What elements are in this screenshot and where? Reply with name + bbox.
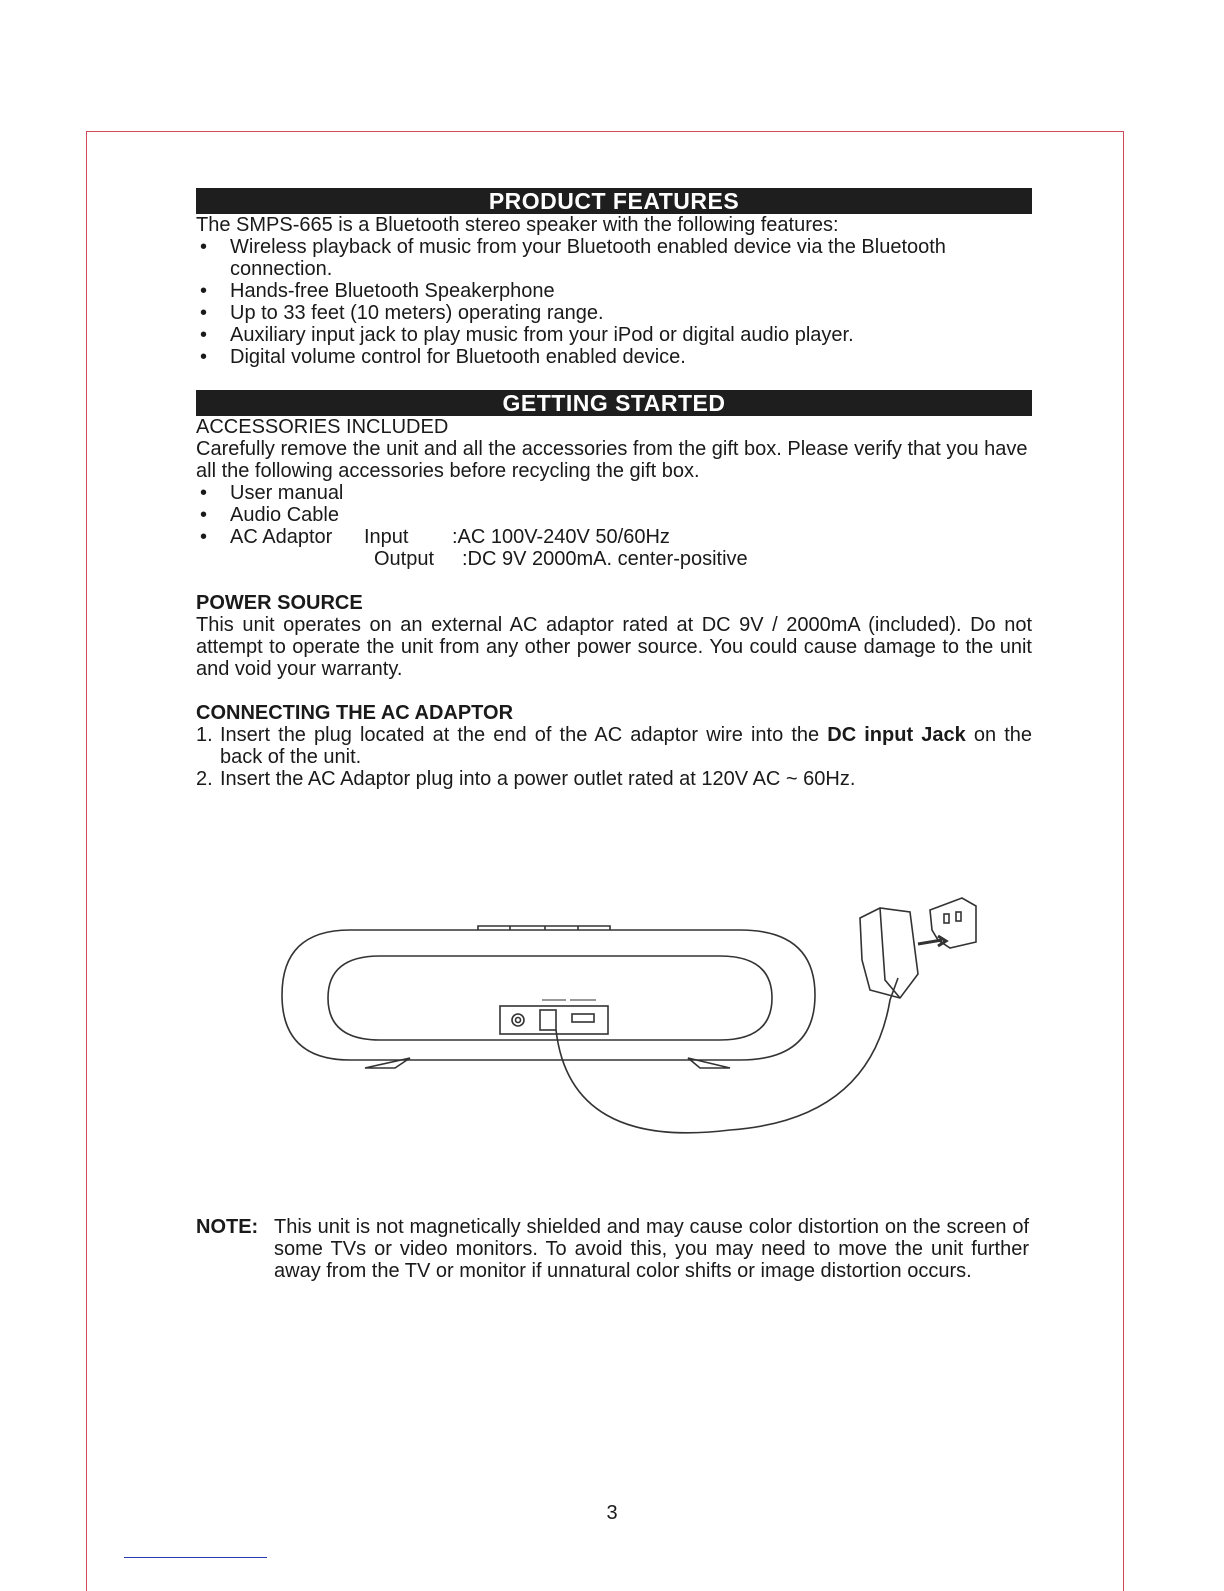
dc-input-jack-term: DC input Jack	[827, 724, 966, 746]
note-block	[196, 1216, 1029, 1282]
power-source-title: POWER SOURCE	[196, 592, 363, 614]
accessories-list	[196, 482, 1032, 548]
list-item: 2. Insert the AC Adaptor plug into a power outlet rated at 120V AC ~ 60Hz.	[196, 768, 856, 790]
output-spec-row	[196, 548, 1032, 570]
output-label: Output	[374, 548, 435, 570]
note-label: NOTE:	[196, 1216, 259, 1238]
aux-jack	[540, 1010, 556, 1030]
list-item: • Auxiliary input jack to play music from your iPod or digital audio player.	[200, 324, 854, 346]
speaker-rear-panel	[328, 956, 772, 1040]
page-number: 3	[606, 1502, 618, 1524]
list-item: • Digital volume control for Bluetooth enabled device.	[200, 346, 686, 368]
footer-rule	[124, 1557, 267, 1558]
features-list	[196, 236, 1032, 368]
switch	[572, 1014, 594, 1022]
input-label: Input	[364, 526, 409, 548]
list-item: • Audio Cable	[200, 504, 339, 526]
getting-started-heading: GETTING STARTED	[196, 390, 1032, 416]
accessories-title: ACCESSORIES INCLUDED	[196, 416, 449, 438]
list-item: • Up to 33 feet (10 meters) operating range.	[200, 302, 604, 324]
list-item: • AC Adaptor Input :AC 100V-240V 50/60Hz	[200, 526, 670, 548]
adaptor-cable	[556, 978, 898, 1133]
note-text: This unit is not magnetically shielded and may cause color distortion on the screen of some TVs or video monitors. To avoid this, you may need to move the unit further away from the TV or monitor if unnatural color shifts or image distortion occurs.	[274, 1216, 1029, 1282]
speaker-adaptor-diagram	[270, 890, 990, 1150]
connecting-title: CONNECTING THE AC ADAPTOR	[196, 702, 514, 724]
plug-arrow	[918, 936, 946, 946]
input-value: :AC 100V-240V 50/60Hz	[452, 526, 670, 548]
list-item: • Hands-free Bluetooth Speakerphone	[200, 280, 555, 302]
page-content	[196, 188, 1032, 790]
features-intro: The SMPS-665 is a Bluetooth stereo speaker with the following features:	[196, 214, 839, 236]
list-item: • User manual	[200, 482, 344, 504]
connecting-steps	[196, 724, 1032, 790]
output-value: :DC 9V 2000mA. center-positive	[462, 548, 748, 570]
adaptor-label: AC Adaptor	[230, 526, 333, 548]
power-source-text: This unit operates on an external AC adaptor rated at DC 9V / 2000mA (included). Do not attempt to operate the unit from any other power source. You could cause damage to the unit and void your warranty.	[196, 614, 1032, 680]
product-features-heading: PRODUCT FEATURES	[196, 188, 1032, 214]
dc-input-jack	[512, 1014, 524, 1026]
list-item: 1. Insert the plug located at the end of the AC adaptor wire into the DC input Jack on the back of the unit.	[196, 724, 1032, 768]
accessories-intro: Carefully remove the unit and all the accessories from the gift box. Please verify that you have all the following accessories before recycling the gift box.	[196, 438, 1028, 482]
list-item: • Wireless playback of music from your Bluetooth enabled device via the Bluetooth connection.	[200, 236, 946, 280]
